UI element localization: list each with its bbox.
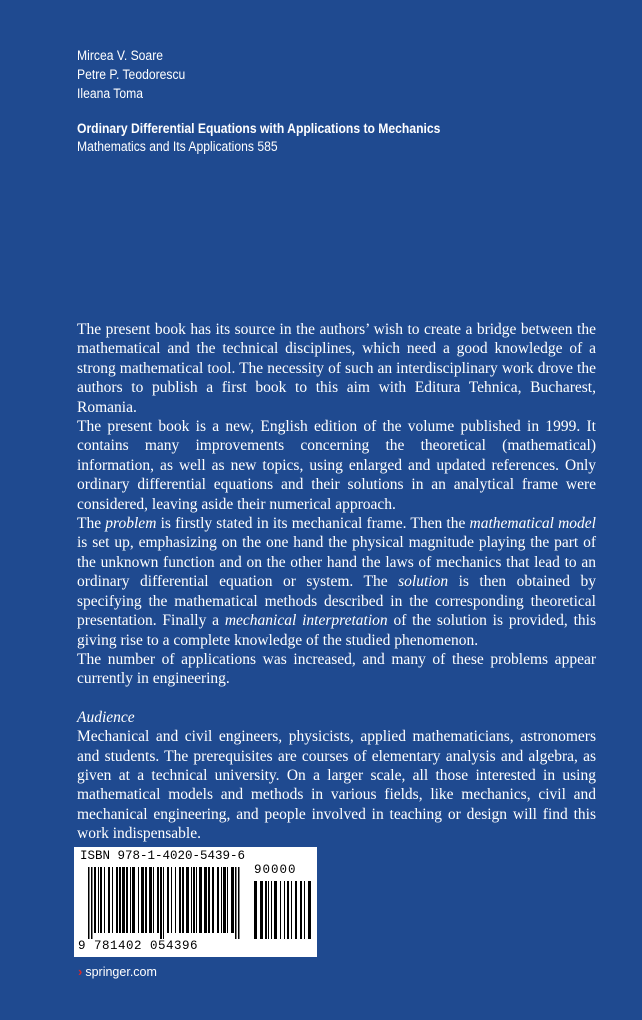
author-name: Mircea V. Soare	[77, 48, 164, 63]
audience-text: Mechanical and civil engineers, physicists, applied mathematicians, astronomers and students. The prerequisites are courses of elementary analysis and algebra, as given at a technical university. On a larger scale, all those interested in using mathematical models and methods in various fields, like mechanics, civil and mechanical engineering, and people involved in teaching or design will find this work indispensable.	[77, 728, 596, 843]
blurb-paragraph: The present book is a new, English edition of the volume published in 1999. It contains many improvements concerning the theoretical (mathematical) information, as well as new topics, using enlarged and updated references. Only ordinary differential equations and their solutions in an analytical frame were considered, leaving aside their numerical approach.	[77, 418, 596, 513]
barcode	[74, 847, 317, 957]
ean-digits: 9 781402 054396	[78, 939, 199, 953]
barcode-bar	[271, 881, 272, 939]
barcode-bar	[163, 867, 164, 939]
emphasis-text: solution	[398, 573, 449, 591]
barcode-bar	[193, 867, 195, 933]
blurb-paragraph	[77, 514, 596, 650]
barcode-bar	[284, 881, 285, 939]
barcode-bar	[268, 881, 269, 939]
barcode-bar	[141, 867, 144, 933]
series-name: Mathematics and Its Applications 585	[77, 139, 278, 154]
author-list	[77, 46, 185, 103]
barcode-bar	[308, 881, 311, 939]
blurb-text: is set up, emphasizing on the one hand the physical magnitude playing the part of the unknown function and on the other hand the laws of mechanics that lead to an ordinary differential equation or system. The	[77, 534, 596, 591]
barcode-bar	[119, 867, 121, 933]
barcode-bar	[126, 867, 128, 933]
audience-heading	[77, 708, 596, 727]
barcode-bar	[191, 867, 192, 933]
barcode-bar	[108, 867, 110, 933]
barcode-bar	[274, 881, 277, 939]
barcode-bar	[91, 867, 93, 939]
chevron-right-icon: ›	[78, 964, 83, 979]
barcode-bar	[98, 867, 99, 933]
barcode-bar	[100, 867, 102, 933]
barcode-bar	[304, 881, 305, 939]
publisher-link[interactable]	[78, 964, 157, 979]
blurb-text: is then obtained by specifying the mathematical methods described in the corresponding theoretical presentation. Finally a	[77, 573, 596, 630]
author-name: Petre P. Teodorescu	[77, 67, 186, 82]
barcode-bar	[291, 881, 292, 939]
barcode-bar	[160, 867, 162, 939]
barcode-bar	[153, 867, 154, 933]
barcode-bar	[130, 867, 131, 933]
barcode-bar	[265, 881, 267, 939]
barcode-bar	[217, 867, 219, 933]
audience-heading-text: Audience	[77, 708, 135, 726]
author-name: Ileana Toma	[77, 86, 143, 101]
barcode-bar	[199, 867, 202, 933]
price-addon-code: 90000	[254, 863, 297, 877]
emphasis-text: problem	[105, 515, 157, 533]
barcode-bar	[287, 881, 289, 939]
isbn-label: ISBN 978-1-4020-5439-6	[80, 849, 246, 863]
barcode-bar	[231, 867, 234, 933]
barcode-bar	[221, 867, 222, 933]
barcode-bar	[254, 881, 257, 939]
barcode-bar	[149, 867, 152, 933]
blurb-paragraph: The number of applications was increased, and many of these problems appear currently in engineering.	[77, 650, 596, 688]
barcode-bar	[179, 867, 181, 933]
publisher-url: springer.com	[85, 964, 157, 979]
barcode-bar	[122, 867, 125, 933]
barcode-bar	[112, 867, 113, 933]
blurb-text: of the solution is provided, this giving rise to a complete knowledge of the studied phenomenon.	[77, 612, 596, 649]
barcode-bar	[300, 881, 302, 939]
barcode-bar	[186, 867, 189, 933]
barcode-bar	[132, 867, 135, 933]
barcode-bar	[138, 867, 139, 933]
blurb-text: The	[77, 515, 106, 533]
barcode-bar	[280, 881, 281, 939]
barcode-bar	[238, 867, 240, 939]
barcode-bar	[116, 867, 118, 933]
barcode-bar	[208, 867, 210, 933]
barcode-bar	[295, 881, 297, 939]
barcode-bar	[182, 867, 184, 933]
book-title: Ordinary Differential Equations with Applications to Mechanics	[77, 121, 441, 136]
barcode-bar	[171, 867, 172, 933]
barcode-bar	[223, 867, 226, 933]
barcode-bar	[235, 867, 237, 939]
emphasis-text: mechanical interpretation	[224, 612, 388, 630]
barcode-bar	[175, 867, 176, 933]
barcode-bar	[227, 867, 228, 933]
blurb-text: is firstly stated in its mechanical frame. Then the	[156, 515, 470, 533]
barcode-bar	[260, 881, 263, 939]
barcode-bar	[145, 867, 147, 933]
barcode-bar	[94, 867, 96, 933]
barcode-bar	[204, 867, 207, 933]
barcode-bar	[196, 867, 197, 933]
blurb-paragraph: The present book has its source in the authors’ wish to create a bridge between the mathematical and the technical disciplines, which need a good knowledge of a strong mathematical tool. The necessity of such an interdisciplinary work drove the authors to publish a first book to this aim with Editura Tehnica, Bucharest, Romania.	[77, 321, 596, 416]
barcode-bar	[157, 867, 159, 933]
emphasis-text: mathematical model	[469, 515, 596, 533]
barcode-bar	[212, 867, 214, 933]
back-cover-blurb	[77, 320, 596, 844]
barcode-bar	[88, 867, 90, 939]
barcode-bar	[104, 867, 105, 933]
barcode-bar	[167, 867, 169, 933]
